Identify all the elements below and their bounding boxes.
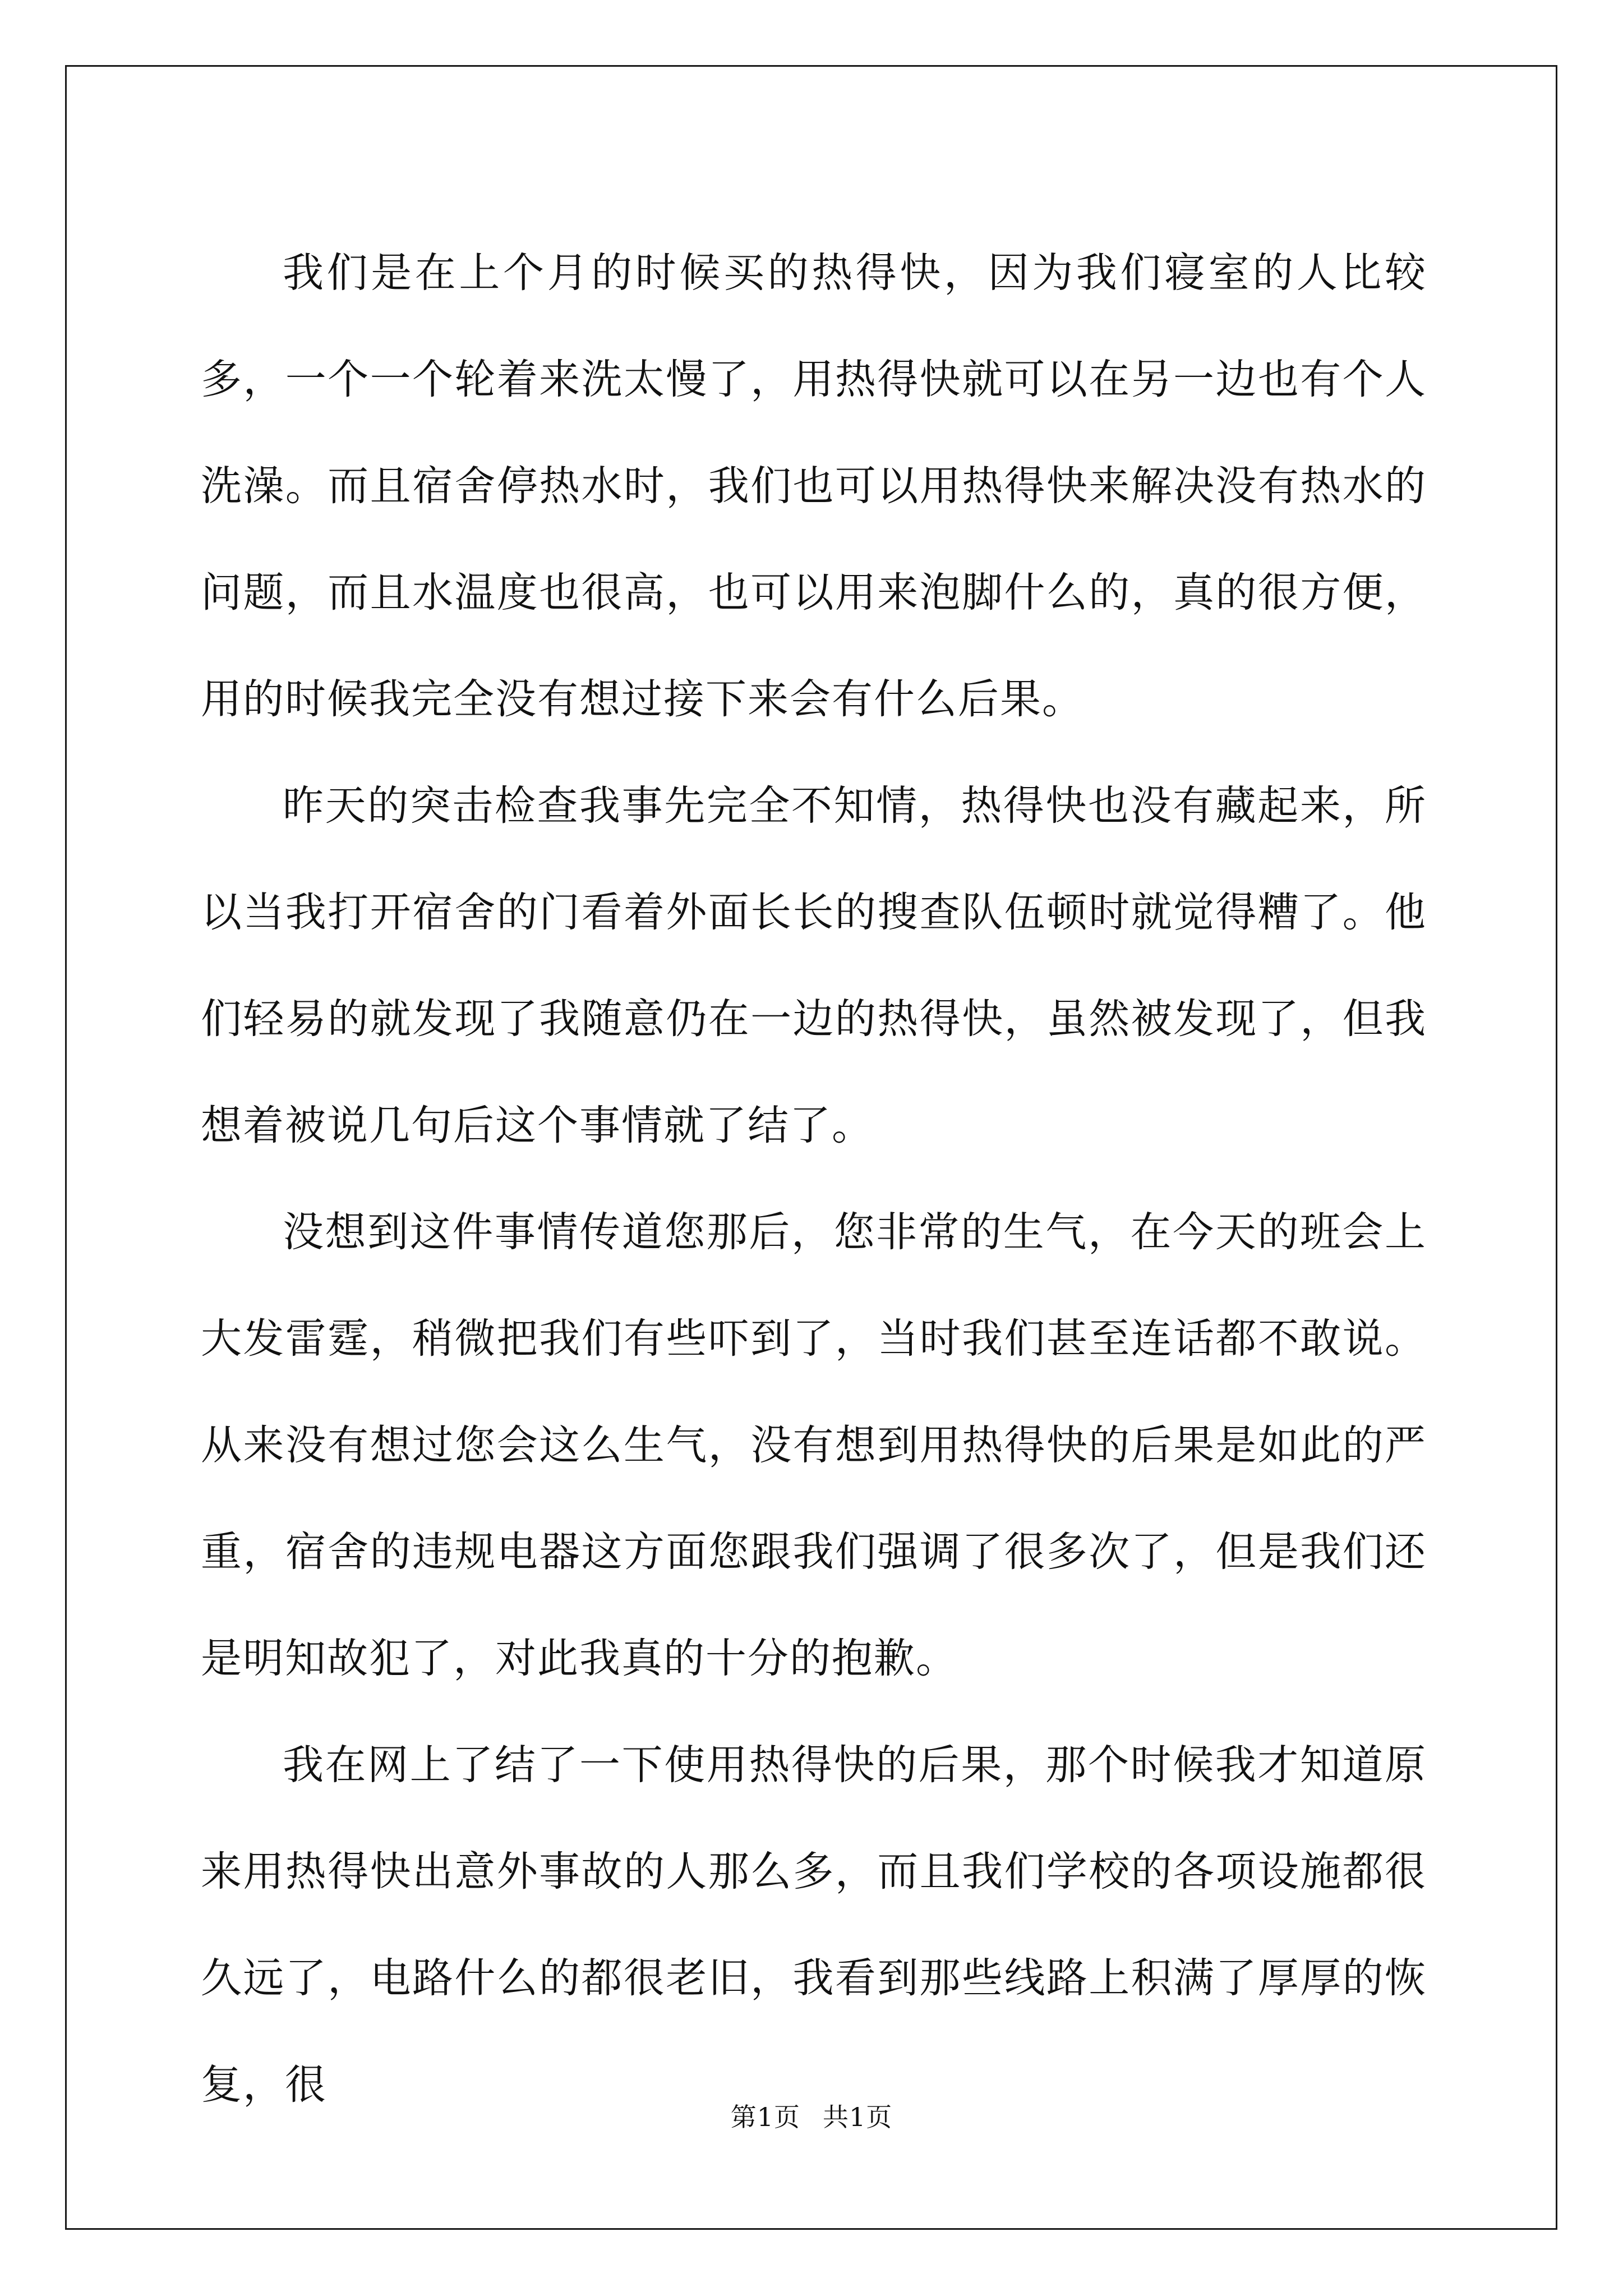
paragraph-3: 没想到这件事情传道您那后，您非常的生气，在今天的班会上大发雷霆，稍微把我们有些吓到了，当时我们甚至连话都不敢说。从来没有想过您会这么生气，没有想到用热得快的后果是如此的严重，宿舍的违规电器这方面您跟我们强调了很多次了，但是我们还是明知故犯了，对此我真的十分的抱歉。	[201, 1208, 1427, 1682]
page-footer	[0, 2097, 1623, 2134]
document-body	[201, 220, 1427, 2138]
paragraph-2: 昨天的突击检查我事先完全不知情，热得快也没有藏起来，所以当我打开宿舍的门看着外面长长的搜查队伍顿时就觉得糟了。他们轻易的就发现了我随意仍在一边的热得快，虽然被发现了，但我想着被说几句后这个事情就了结了。	[201, 782, 1427, 1149]
total-pages-label: 共1页	[823, 2102, 893, 2132]
paragraph-1: 我们是在上个月的时候买的热得快，因为我们寝室的人比较多，一个一个轮着来洗太慢了，用热得快就可以在另一边也有个人洗澡。而且宿舍停热水时，我们也可以用热得快来解决没有热水的问题，而且水温度也很高，也可以用来泡脚什么的，真的很方便，用的时候我完全没有想过接下来会有什么后果。	[201, 249, 1427, 723]
paragraph-4: 我在网上了结了一下使用热得快的后果，那个时候我才知道原来用热得快出意外事故的人那么多，而且我们学校的各项设施都很久远了，电路什么的都很老旧，我看到那些线路上积满了厚厚的恢复，很	[201, 1741, 1427, 2109]
current-page-label: 第1页	[730, 2102, 800, 2132]
